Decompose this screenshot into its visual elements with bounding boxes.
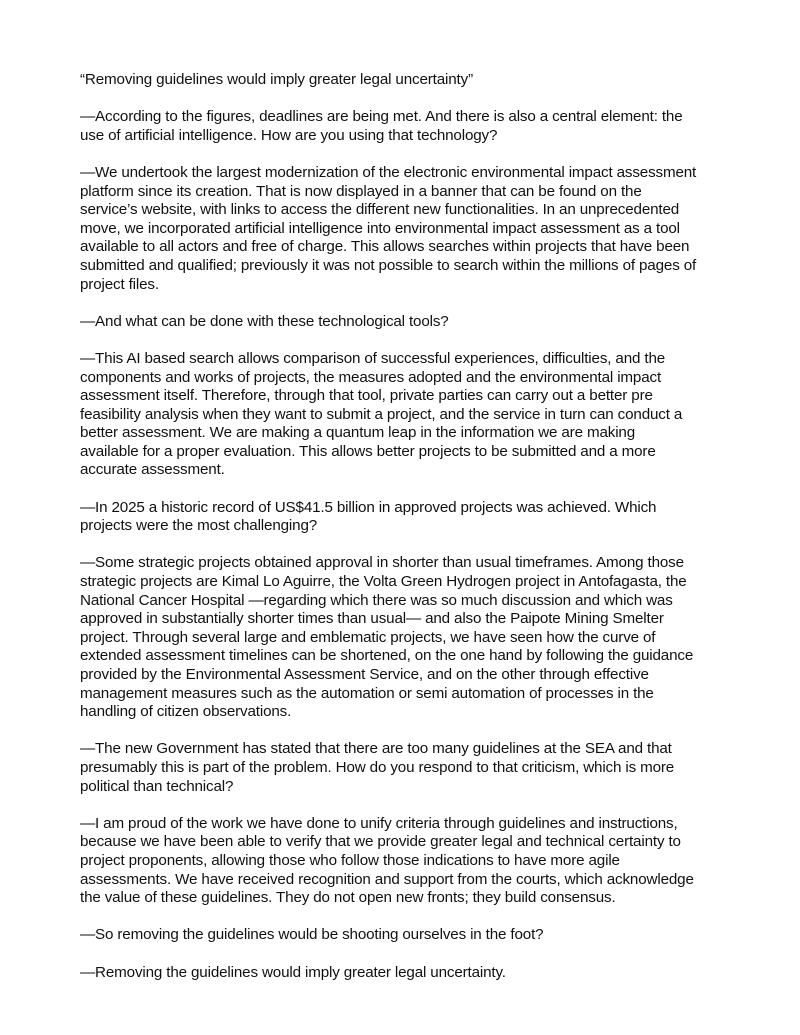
- text-line: feasibility analysis when they want to submit a project, and the service in turn can conduct a: [80, 405, 683, 423]
- text-line: components and works of projects, the measures adopted and the environmental impact: [80, 368, 662, 386]
- question-paragraph: [80, 313, 728, 332]
- text-line: political than technical?: [80, 777, 234, 795]
- text-line: platform since its creation. That is now displayed in a banner that can be found on the: [80, 182, 642, 200]
- answer-paragraph: [80, 164, 728, 294]
- text-line: use of artificial intelligence. How are you using that technology?: [80, 126, 498, 144]
- question-paragraph: [80, 499, 728, 536]
- text-line: submitted and qualified; previously it was not possible to search within the millions of pages of: [80, 256, 697, 274]
- text-line: assessment itself. Therefore, through that tool, private parties can carry out a better pre: [80, 387, 653, 405]
- document-body: [80, 71, 728, 1001]
- text-line: —And what can be done with these technological tools?: [80, 312, 449, 330]
- text-line: handling of citizen observations.: [80, 703, 292, 721]
- text-line: —In 2025 a historic record of US$41.5 billion in approved projects was achieved. Which: [80, 498, 657, 516]
- text-line: —This AI based search allows comparison of successful experiences, difficulties, and the: [80, 349, 666, 367]
- text-line: management measures such as the automation or semi automation of processes in the: [80, 684, 654, 702]
- text-line: approved in substantially shorter times than usual— and also the Paipote Mining Smelter: [80, 610, 664, 628]
- text-line: —Removing the guidelines would imply greater legal uncertainty.: [80, 963, 506, 981]
- question-paragraph: [80, 108, 728, 145]
- text-line: project files.: [80, 275, 159, 293]
- text-line: National Cancer Hospital —regarding which there was so much discussion and which was: [80, 591, 673, 609]
- answer-paragraph: [80, 964, 728, 983]
- text-line: accurate assessment.: [80, 461, 225, 479]
- text-line: better assessment. We are making a quantum leap in the information we are making: [80, 424, 636, 442]
- text-line: —Some strategic projects obtained approval in shorter than usual timeframes. Among those: [80, 554, 684, 572]
- question-paragraph: [80, 740, 728, 796]
- answer-paragraph: [80, 554, 728, 721]
- headline-text: “Removing guidelines would imply greater legal uncertainty”: [80, 71, 473, 88]
- text-line: available to all actors and free of charge. This allows searches within projects that have been: [80, 238, 690, 256]
- text-line: projects were the most challenging?: [80, 517, 318, 535]
- text-line: —According to the figures, deadlines are being met. And there is also a central element: the: [80, 108, 683, 126]
- question-paragraph: [80, 926, 728, 945]
- text-line: —We undertook the largest modernization of the electronic environmental impact assessment: [80, 163, 697, 181]
- text-line: project. Through several large and emblematic projects, we have seen how the curve of: [80, 628, 656, 646]
- text-line: available for a proper evaluation. This allows better projects to be submitted and a more: [80, 442, 656, 460]
- headline: [80, 71, 728, 90]
- text-line: move, we incorporated artificial intelligence into environmental impact assessment as a tool: [80, 219, 680, 237]
- text-line: service’s website, with links to access the different new functionalities. In an unprecedented: [80, 201, 680, 219]
- text-line: project proponents, allowing those who follow those indications to have more agile: [80, 851, 620, 869]
- text-line: strategic projects are Kimal Lo Aguirre, the Volta Green Hydrogen project in Antofagasta, the: [80, 573, 687, 591]
- text-line: —I am proud of the work we have done to unify criteria through guidelines and instructions,: [80, 814, 678, 832]
- text-line: presumably this is part of the problem. How do you respond to that criticism, which is more: [80, 758, 675, 776]
- answer-paragraph: [80, 815, 728, 908]
- answer-paragraph: [80, 350, 728, 480]
- text-line: the value of these guidelines. They do not open new fronts; they build consensus.: [80, 889, 616, 907]
- text-line: assessments. We have received recognition and support from the courts, which acknowledge: [80, 870, 694, 888]
- text-line: —So removing the guidelines would be shooting ourselves in the foot?: [80, 926, 544, 944]
- text-line: provided by the Environmental Assessment Service, and on the other through effective: [80, 666, 649, 683]
- text-line: extended assessment timelines can be shortened, on the one hand by following the guidance: [80, 647, 694, 665]
- text-line: because we have been able to verify that we provide greater legal and technical certainty to: [80, 833, 681, 851]
- text-line: —The new Government has stated that there are too many guidelines at the SEA and that: [80, 740, 672, 758]
